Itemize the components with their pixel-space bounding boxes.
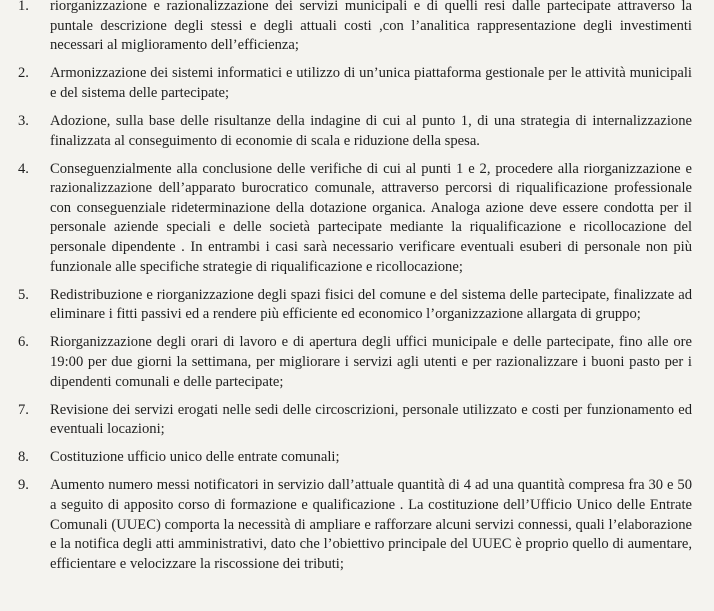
list-item [0, 0, 692, 56]
item-number: 4. [18, 160, 29, 177]
item-text: Redistribuzione e riorganizzazione degli spazi fisici del comune e del sistema delle partecipate, finalizzate ad eliminare i fitti passivi ed a rendere più efficiente ed economico l’organizzazione allargata di gruppo; [50, 286, 692, 323]
list-item [0, 448, 692, 468]
list-item [0, 476, 692, 574]
item-text: Revisione dei servizi erogati nelle sedi delle circoscrizioni, personale utilizzato e costi per funzionamento ed eventuali locazioni; [50, 401, 692, 438]
list-item [0, 401, 692, 440]
list-item [0, 333, 692, 392]
list-item [0, 160, 692, 278]
item-text: Riorganizzazione degli orari di lavoro e di apertura degli uffici municipale e delle partecipate, fino alle ore 19:00 per due giorni la settimana, per migliorare i servizi agli utenti e per razionalizzare i buoni pasto per i dipendenti comunali e delle partecipate; [50, 334, 692, 390]
item-text: Costituzione ufficio unico delle entrate comunali; [50, 449, 340, 466]
item-number: 1. [18, 0, 29, 14]
item-number: 7. [18, 401, 29, 418]
list-item [0, 64, 692, 103]
item-number: 2. [18, 65, 29, 82]
list-item [0, 112, 692, 151]
item-number: 3. [18, 112, 29, 129]
item-text: Armonizzazione dei sistemi informatici e utilizzo di un’unica piattaforma gestionale per le attività municipali e del sistema delle partecipate; [50, 65, 692, 101]
item-text: Conseguenzialmente alla conclusione delle verifiche di cui al punti 1 e 2, procedere alla riorganizzazione e razionalizzazione dell’apparato burocratico comunale, attraverso percorsi di riqualificazione professionale con conseguenziale rideterminazione della dotazione organica. Analoga azione deve essere condotta per il personale aziende speciali e delle società partecipate mediante la riqualificazione e ricollocazione del personale dipendente . In entrambi i casi sarà necessario verificare eventuali esuberi di personale non più funzionale alle specifiche strategie di riqualificazione e ricollocazione; [50, 160, 692, 275]
item-text: Adozione, sulla base delle risultanze della indagine di cui al punto 1, di una strategia di internalizzazione finalizzata al conseguimento di economie di scala e riduzione della spesa. [50, 112, 692, 149]
list-item [0, 286, 692, 325]
item-text: Aumento numero messi notificatori in servizio dall’attuale quantità di 4 ad una quantità compresa fra 30 e 50 a seguito di apposito corso di formazione e qualificazione . La costituzione dell’Ufficio Unico delle Entrate Comunali (UUEC) comporta la necessità di ampliare e rafforzare alcuni servizi connessi, quali l’elaborazione e la notifica degli atti amministrativi, dato che l’obiettivo principale del UUEC è proprio quello di aumentare, efficientare e velocizzare la riscossione dei tributi; [50, 477, 692, 572]
item-number: 5. [18, 286, 29, 303]
item-text: riorganizzazione e razionalizzazione dei servizi municipali e di quelli resi dalle partecipate attraverso la puntale descrizione degli stessi e degli attuali costi ,con l’analitica rappresentazione degli investimenti necessari al miglioramento dell’efficienza; [50, 0, 692, 54]
item-number: 9. [18, 477, 29, 494]
item-number: 6. [18, 334, 29, 351]
item-number: 8. [18, 449, 29, 466]
